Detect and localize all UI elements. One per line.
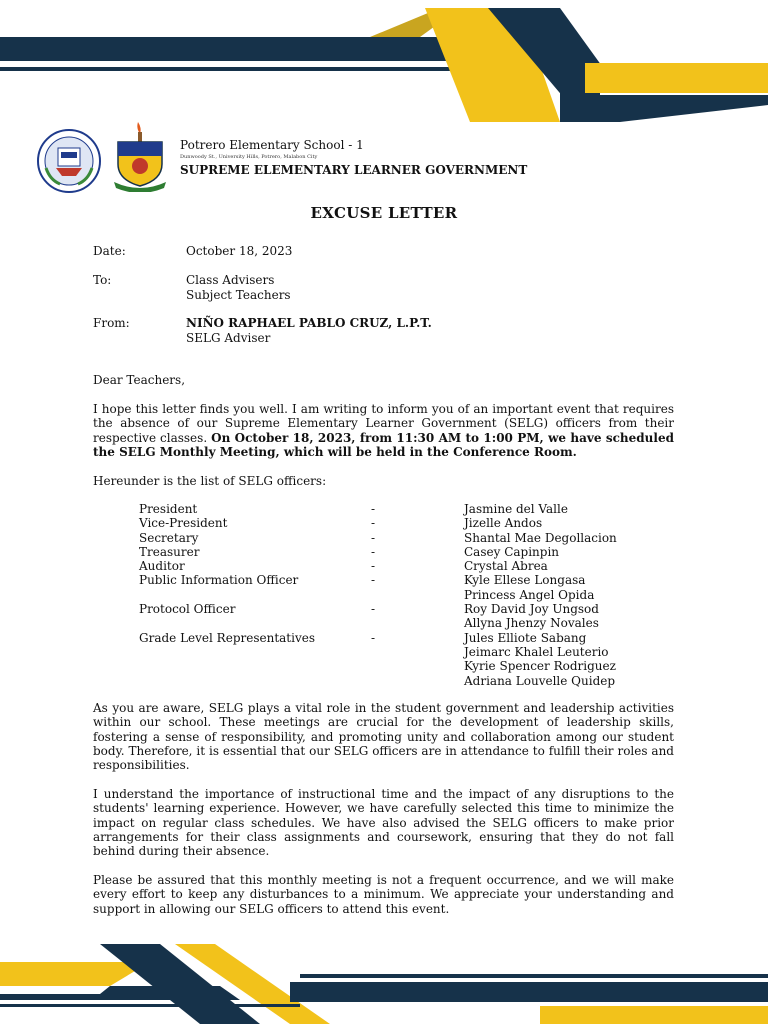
officer-row <box>139 545 659 559</box>
officer-dash: - <box>371 630 376 645</box>
officer-name: Kyle Ellese Longasa <box>464 573 586 588</box>
officer-dash: - <box>371 530 376 545</box>
officer-name: Princess Angel Opida <box>464 587 595 602</box>
date-value: October 18, 2023 <box>186 244 293 258</box>
officer-dash: - <box>371 559 376 574</box>
officer-name: Kyrie Spencer Rodriguez <box>464 659 616 674</box>
paragraph-instruction-time: I understand the importance of instructional time and the impact of any disruptions to the students' learning experience. However, we have carefully selected this time to minimize the impact on regular class schedules. We have also advised the SELG officers to make prior arrangements for their class assignments and coursework, ensuring that they do not fall behind during their absence. <box>93 787 674 859</box>
officer-position: Public Information Officer <box>139 573 299 588</box>
officer-row <box>139 559 659 573</box>
date-label: Date: <box>93 244 126 258</box>
to-recipient-2: Subject Teachers <box>186 288 291 302</box>
officer-row <box>139 674 659 688</box>
officer-position: Secretary <box>139 530 199 545</box>
intro-bold-text: On October 18, 2023, from 11:30 AM to 1:00 PM, we have scheduled the SELG Monthly Meeting, which will be held in the Conference Room. <box>93 430 674 459</box>
bottom-decorative-band <box>0 936 768 1024</box>
officer-position: President <box>139 502 198 516</box>
from-name: NIÑO RAPHAEL PABLO CRUZ, L.P.T. <box>186 316 432 330</box>
to-label: To: <box>93 273 112 287</box>
school-seal-icon <box>36 128 102 194</box>
to-recipient-1: Class Advisers <box>186 273 275 287</box>
officer-dash: - <box>371 516 376 531</box>
officer-name: Casey Capinpin <box>464 544 560 559</box>
top-decorative-band <box>0 0 768 130</box>
organization-name: SUPREME ELEMENTARY LEARNER GOVERNMENT <box>180 163 528 177</box>
officer-name: Jasmine del Valle <box>464 502 568 516</box>
officer-row <box>139 588 659 602</box>
officer-row <box>139 531 659 545</box>
officer-row <box>139 616 659 630</box>
officer-row <box>139 631 659 645</box>
officer-row <box>139 602 659 616</box>
officer-position: Auditor <box>139 559 185 574</box>
from-title: SELG Adviser <box>186 331 271 345</box>
officer-name: Jules Elliote Sabang <box>464 630 587 645</box>
school-address: Dunwoody St., University Hills, Potrero, Malabon City <box>180 154 318 160</box>
officer-name: Jeimarc Khalel Leuterio <box>464 644 609 659</box>
officer-name: Allyna Jhenzy Novales <box>464 616 599 631</box>
officer-row <box>139 645 659 659</box>
officer-dash: - <box>371 502 376 516</box>
officer-position: Protocol Officer <box>139 602 236 617</box>
officer-row <box>139 516 659 530</box>
officer-position: Vice-President <box>139 516 228 531</box>
officer-dash: - <box>371 544 376 559</box>
paragraph-closing: Please be assured that this monthly meeting is not a frequent occurrence, and we will make every effort to keep any disturbances to a minimum. We appreciate your understanding and support in allowing our SELG officers to attend this event. <box>93 873 674 916</box>
officer-position: Grade Level Representatives <box>139 630 315 645</box>
officer-name: Shantal Mae Degollacion <box>464 530 617 545</box>
officer-dash: - <box>371 602 376 617</box>
school-name: Potrero Elementary School - 1 <box>180 138 364 152</box>
officer-dash: - <box>371 573 376 588</box>
intro-paragraph <box>93 402 674 459</box>
intro-text: I hope this letter finds you well. I am writing to inform you of an important event that requires the absence of our Supreme Elementary Learner Government (SELG) officers from their respective classes. <box>93 402 674 445</box>
officer-name: Roy David Joy Ungsod <box>464 602 599 617</box>
officer-list <box>139 502 659 688</box>
letter-title: EXCUSE LETTER <box>310 204 458 222</box>
officer-name: Adriana Louvelle Quidep <box>464 673 616 688</box>
selg-emblem-icon <box>110 120 170 192</box>
paragraph-role: As you are aware, SELG plays a vital role in the student government and leadership activities within our school. These meetings are crucial for the development of leadership skills, fostering a sense of responsibility, and promoting unity and collaboration among our student body. Therefore, it is essential that our SELG officers are in attendance to fulfill their roles and responsibilities. <box>93 701 674 773</box>
officer-name: Crystal Abrea <box>464 559 548 574</box>
officer-position: Treasurer <box>139 544 200 559</box>
officer-row <box>139 573 659 587</box>
letterhead <box>36 120 736 200</box>
salutation: Dear Teachers, <box>93 373 186 387</box>
list-intro: Hereunder is the list of SELG officers: <box>93 474 327 488</box>
from-label: From: <box>93 316 130 330</box>
officer-row <box>139 659 659 673</box>
officer-row <box>139 502 659 516</box>
officer-name: Jizelle Andos <box>464 516 543 531</box>
